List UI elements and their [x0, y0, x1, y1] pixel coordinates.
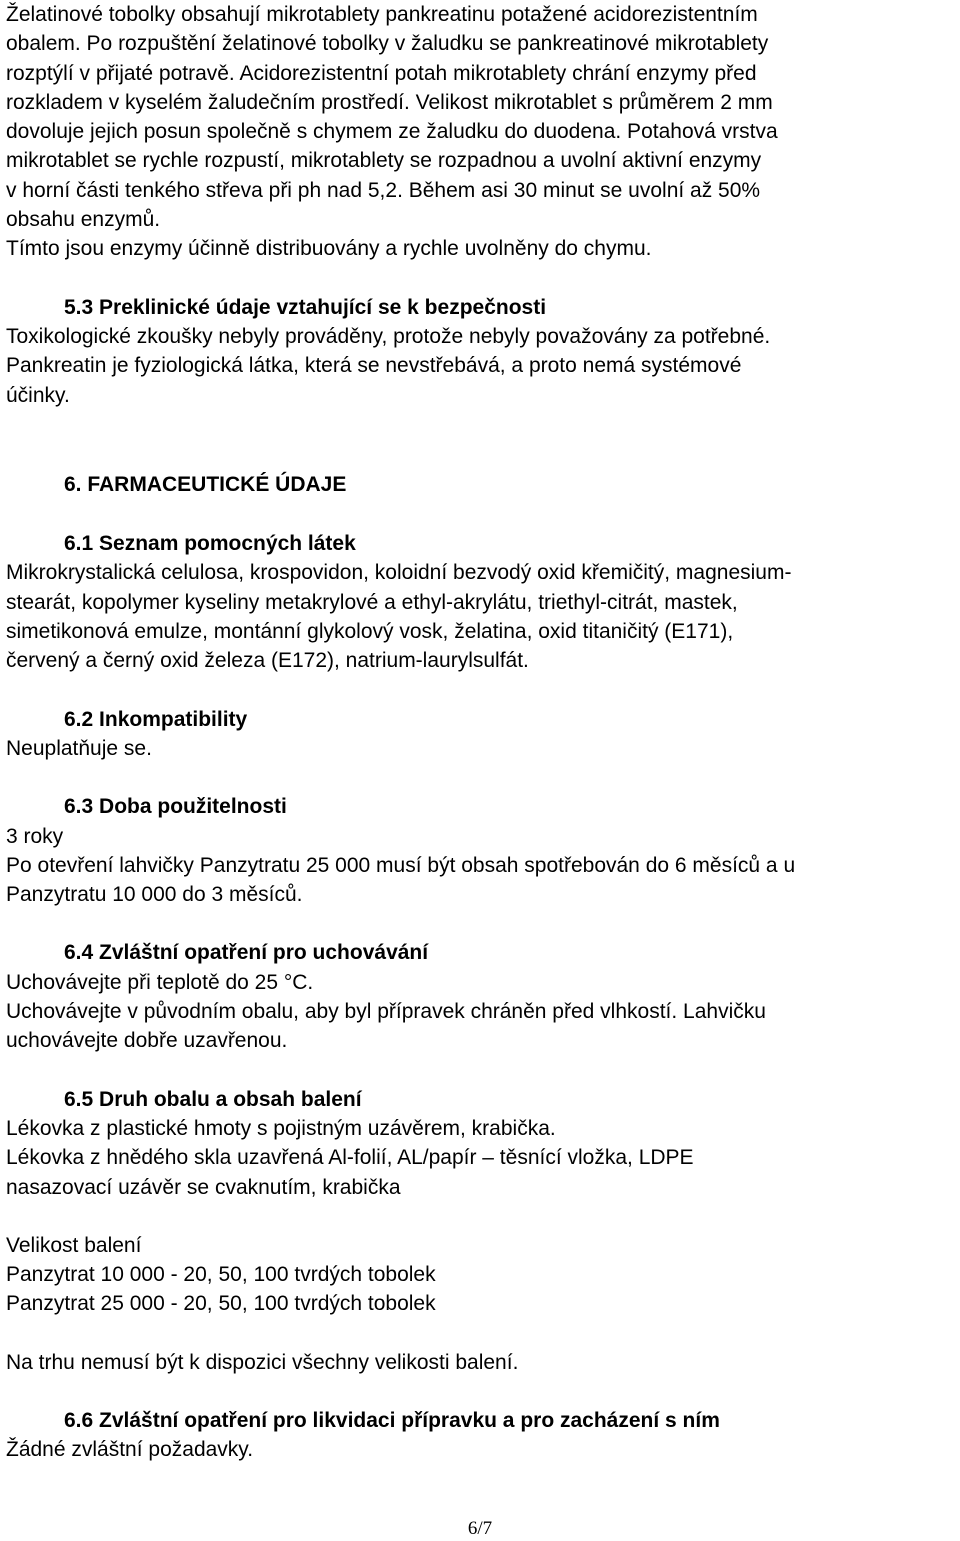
- text-line: mikrotablet se rychle rozpustí, mikrotablety se rozpadnou a uvolní aktivní enzymy: [6, 149, 762, 173]
- text-line: Žádné zvláštní požadavky.: [6, 1438, 254, 1462]
- text-line: dovoluje jejich posun společně s chymem ze žaludku do duodena. Potahová vrstva: [6, 120, 778, 144]
- text-line: Uchovávejte při teplotě do 25 °C.: [6, 970, 314, 994]
- text-line: obsahu enzymů.: [6, 208, 161, 232]
- chapter-heading: 6. FARMACEUTICKÉ ÚDAJE: [64, 472, 347, 496]
- text-line: nasazovací uzávěr se cvaknutím, krabička: [6, 1175, 401, 1199]
- text-line: 3 roky: [6, 824, 64, 848]
- section-6-4: [6, 938, 956, 1055]
- section-6-2: [6, 705, 956, 764]
- pack-size-item: Panzytrat 25 000 - 20, 50, 100 tvrdých tobolek: [6, 1292, 436, 1316]
- text-line: Po otevření lahvičky Panzytratu 25 000 musí být obsah spotřebován do 6 měsíců a u: [6, 853, 796, 877]
- section-heading: 6.3 Doba použitelnosti: [64, 795, 287, 819]
- text-line: Uchovávejte v původním obalu, aby byl přípravek chráněn před vlhkostí. Lahvičku: [6, 1000, 766, 1024]
- section-heading: 6.2 Inkompatibility: [64, 707, 248, 731]
- text-line: Tímto jsou enzymy účinně distribuovány a rychle uvolněny do chymu.: [6, 237, 652, 261]
- pack-sizes-title: Velikost balení: [6, 1233, 142, 1257]
- text-line: rozkladem v kyselém žaludečním prostředí. Velikost mikrotablet s průměrem 2 mm: [6, 90, 773, 114]
- section-heading: 6.6 Zvláštní opatření pro likvidaci přípravku a pro zacházení s ním: [64, 1408, 720, 1432]
- text-line: obalem. Po rozpuštění želatinové tobolky v žaludku se pankreatinové mikrotablety: [6, 32, 769, 56]
- text-line: simetikonová emulze, montánní glykolový vosk, želatina, oxid titaničitý (E171),: [6, 620, 734, 644]
- section-heading: 6.5 Druh obalu a obsah balení: [64, 1087, 362, 1111]
- pack-size-item: Panzytrat 10 000 - 20, 50, 100 tvrdých tobolek: [6, 1263, 436, 1287]
- section-heading: 6.4 Zvláštní opatření pro uchovávání: [64, 941, 429, 965]
- document-page: [6, 0, 956, 1465]
- text-line: Lékovka z hnědého skla uzavřená Al-folií, AL/papír – těsnící vložka, LDPE: [6, 1146, 694, 1170]
- section-6-5: [6, 1085, 956, 1377]
- section-6-1: [6, 529, 956, 675]
- text-line: Panzytratu 10 000 do 3 měsíců.: [6, 883, 303, 907]
- text-line: účinky.: [6, 383, 70, 407]
- text-line: Želatinové tobolky obsahují mikrotablety pankreatinu potažené acidorezistentním: [6, 3, 758, 26]
- text-line: Toxikologické zkoušky nebyly prováděny, protože nebyly považovány za potřebné.: [6, 324, 771, 348]
- text-line: Lékovka z plastické hmoty s pojistným uzávěrem, krabička.: [6, 1116, 556, 1140]
- availability-note: Na trhu nemusí být k dispozici všechny velikosti balení.: [6, 1350, 519, 1374]
- text-line: rozptýlí v přijaté potravě. Acidorezistentní potah mikrotablety chrání enzymy před: [6, 61, 757, 85]
- text-line: v horní části tenkého střeva při ph nad 5,2. Během asi 30 minut se uvolní až 50%: [6, 178, 761, 202]
- text-line: Pankreatin je fyziologická látka, která se nevstřebává, a proto nemá systémové: [6, 354, 742, 378]
- section-5-3: [6, 293, 956, 410]
- section-6-3: [6, 792, 956, 909]
- text-line: Mikrokrystalická celulosa, krospovidon, koloidní bezvodý oxid křemičitý, magnesium-: [6, 561, 792, 585]
- section-heading: 5.3 Preklinické údaje vztahující se k bezpečnosti: [64, 295, 547, 319]
- intro-paragraph: [6, 0, 956, 264]
- page-number: 6/7: [467, 1518, 493, 1539]
- section-heading: 6.1 Seznam pomocných látek: [64, 532, 356, 556]
- text-line: červený a černý oxid železa (E172), natrium-laurylsulfát.: [6, 649, 529, 673]
- text-line: uchovávejte dobře uzavřenou.: [6, 1029, 288, 1053]
- section-6-6: [6, 1406, 956, 1465]
- text-line: Neuplatňuje se.: [6, 736, 152, 760]
- text-line: stearát, kopolymer kyseliny metakrylové a ethyl-akrylátu, triethyl-citrát, mastek,: [6, 590, 738, 614]
